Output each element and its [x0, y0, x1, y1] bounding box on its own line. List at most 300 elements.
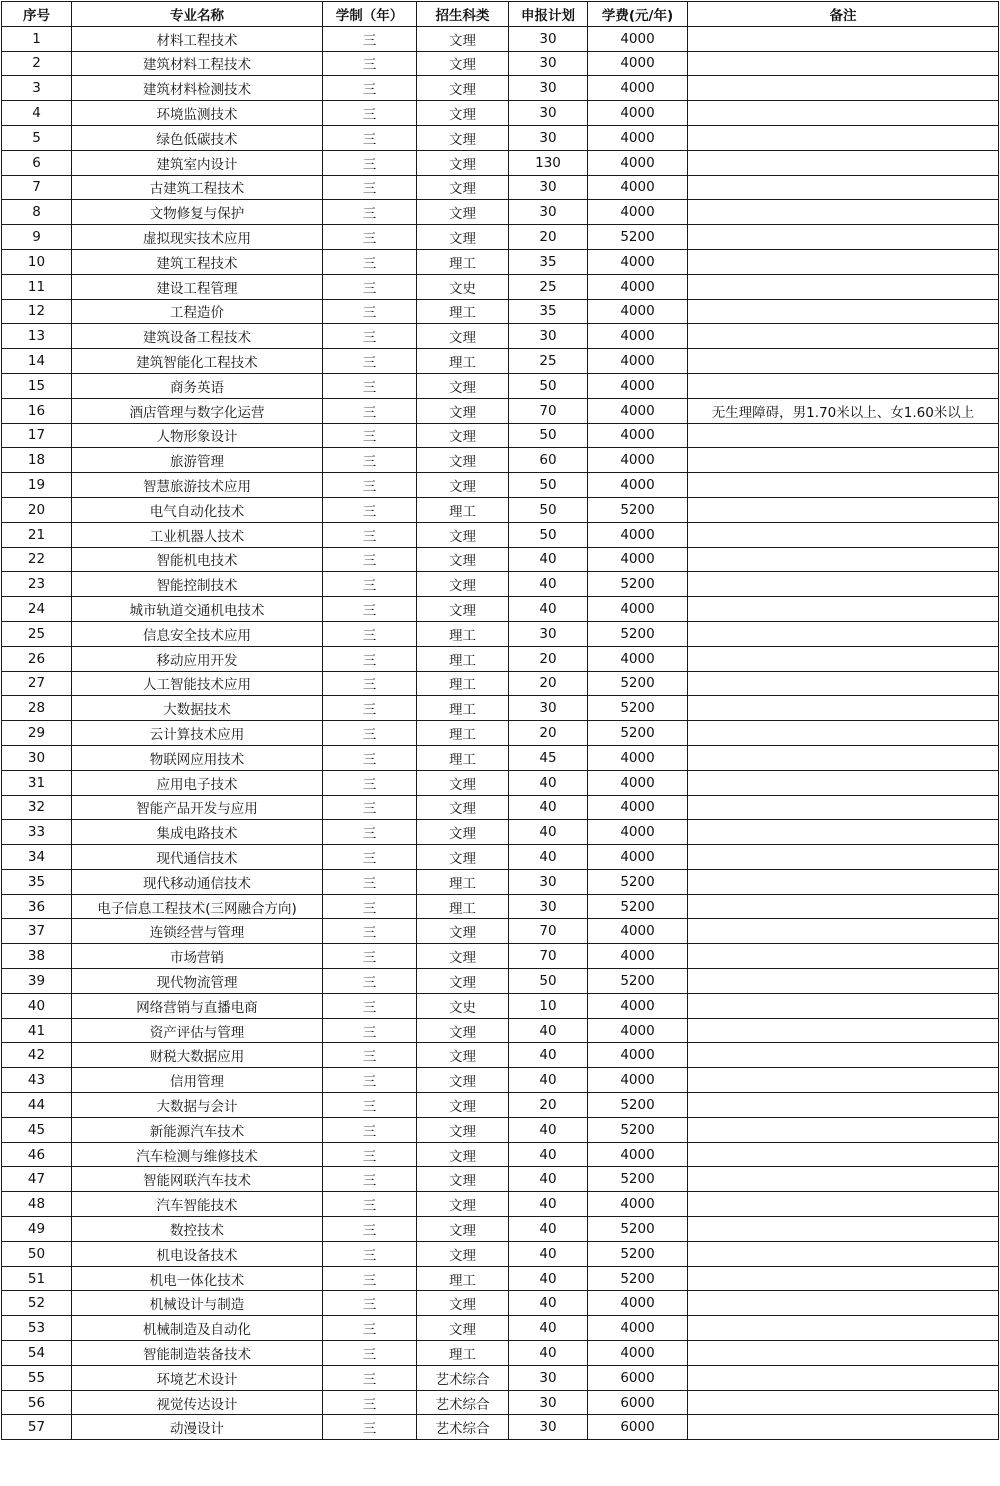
- cell-subject-category: 艺术综合: [417, 1415, 509, 1440]
- cell-planned-quota: 30: [509, 26, 588, 51]
- cell-planned-quota: 35: [509, 299, 588, 324]
- cell-index: 17: [2, 423, 72, 448]
- cell-remarks: [688, 869, 999, 894]
- table-row: [2, 1266, 999, 1291]
- table-row: [2, 423, 999, 448]
- cell-planned-quota: 40: [509, 845, 588, 870]
- cell-remarks: [688, 1415, 999, 1440]
- cell-major-name: 连锁经营与管理: [72, 919, 323, 944]
- cell-major-name: 大数据与会计: [72, 1093, 323, 1118]
- cell-remarks: [688, 324, 999, 349]
- cell-major-name: 现代通信技术: [72, 845, 323, 870]
- cell-duration: 三: [323, 919, 417, 944]
- cell-major-name: 建筑设备工程技术: [72, 324, 323, 349]
- cell-index: 44: [2, 1093, 72, 1118]
- header-index: 序号: [2, 2, 72, 27]
- cell-major-name: 智能制造装备技术: [72, 1341, 323, 1366]
- cell-planned-quota: 20: [509, 225, 588, 250]
- cell-tuition: 4000: [588, 76, 688, 101]
- cell-planned-quota: 30: [509, 869, 588, 894]
- cell-subject-category: 文理: [417, 1217, 509, 1242]
- cell-remarks: [688, 1217, 999, 1242]
- cell-index: 7: [2, 175, 72, 200]
- cell-subject-category: 理工: [417, 894, 509, 919]
- cell-duration: 三: [323, 597, 417, 622]
- cell-duration: 三: [323, 894, 417, 919]
- table-body: [2, 26, 999, 1439]
- cell-subject-category: 文理: [417, 572, 509, 597]
- cell-major-name: 新能源汽车技术: [72, 1117, 323, 1142]
- cell-planned-quota: 40: [509, 1043, 588, 1068]
- cell-index: 14: [2, 349, 72, 374]
- cell-index: 51: [2, 1266, 72, 1291]
- table-row: [2, 1217, 999, 1242]
- cell-index: 21: [2, 522, 72, 547]
- cell-major-name: 网络营销与直播电商: [72, 993, 323, 1018]
- cell-index: 23: [2, 572, 72, 597]
- cell-planned-quota: 40: [509, 770, 588, 795]
- cell-duration: 三: [323, 621, 417, 646]
- cell-duration: 三: [323, 398, 417, 423]
- cell-subject-category: 文理: [417, 448, 509, 473]
- cell-planned-quota: 20: [509, 721, 588, 746]
- cell-tuition: 4000: [588, 423, 688, 448]
- cell-major-name: 电气自动化技术: [72, 497, 323, 522]
- cell-subject-category: 文理: [417, 51, 509, 76]
- table-row: [2, 249, 999, 274]
- cell-subject-category: 文理: [417, 547, 509, 572]
- cell-index: 5: [2, 125, 72, 150]
- cell-planned-quota: 50: [509, 497, 588, 522]
- cell-index: 40: [2, 993, 72, 1018]
- cell-remarks: [688, 696, 999, 721]
- cell-subject-category: 文理: [417, 175, 509, 200]
- cell-tuition: 4000: [588, 150, 688, 175]
- cell-duration: 三: [323, 696, 417, 721]
- cell-index: 55: [2, 1365, 72, 1390]
- cell-index: 12: [2, 299, 72, 324]
- cell-tuition: 4000: [588, 1291, 688, 1316]
- cell-index: 49: [2, 1217, 72, 1242]
- cell-major-name: 商务英语: [72, 373, 323, 398]
- cell-planned-quota: 25: [509, 274, 588, 299]
- table-row: [2, 1390, 999, 1415]
- cell-remarks: [688, 1266, 999, 1291]
- table-row: [2, 497, 999, 522]
- cell-planned-quota: 30: [509, 621, 588, 646]
- cell-major-name: 环境监测技术: [72, 101, 323, 126]
- cell-major-name: 集成电路技术: [72, 820, 323, 845]
- cell-planned-quota: 30: [509, 1415, 588, 1440]
- cell-tuition: 6000: [588, 1365, 688, 1390]
- table-row: [2, 671, 999, 696]
- cell-planned-quota: 20: [509, 1093, 588, 1118]
- cell-planned-quota: 50: [509, 373, 588, 398]
- cell-duration: 三: [323, 1291, 417, 1316]
- cell-duration: 三: [323, 869, 417, 894]
- cell-index: 8: [2, 200, 72, 225]
- cell-remarks: [688, 1093, 999, 1118]
- cell-index: 4: [2, 101, 72, 126]
- cell-duration: 三: [323, 572, 417, 597]
- table-row: [2, 125, 999, 150]
- cell-subject-category: 文理: [417, 1167, 509, 1192]
- cell-remarks: [688, 473, 999, 498]
- cell-subject-category: 艺术综合: [417, 1390, 509, 1415]
- cell-planned-quota: 40: [509, 597, 588, 622]
- table-row: [2, 299, 999, 324]
- table-row: [2, 324, 999, 349]
- cell-subject-category: 文理: [417, 473, 509, 498]
- cell-remarks: [688, 671, 999, 696]
- table-row: [2, 1068, 999, 1093]
- cell-remarks: [688, 1167, 999, 1192]
- cell-tuition: 4000: [588, 597, 688, 622]
- cell-duration: 三: [323, 473, 417, 498]
- cell-duration: 三: [323, 1241, 417, 1266]
- cell-tuition: 5200: [588, 1167, 688, 1192]
- cell-major-name: 建筑室内设计: [72, 150, 323, 175]
- cell-tuition: 5200: [588, 1241, 688, 1266]
- cell-major-name: 建设工程管理: [72, 274, 323, 299]
- cell-subject-category: 理工: [417, 745, 509, 770]
- cell-major-name: 云计算技术应用: [72, 721, 323, 746]
- table-row: [2, 721, 999, 746]
- cell-subject-category: 文理: [417, 944, 509, 969]
- cell-major-name: 应用电子技术: [72, 770, 323, 795]
- cell-subject-category: 艺术综合: [417, 1365, 509, 1390]
- cell-major-name: 工程造价: [72, 299, 323, 324]
- cell-tuition: 5200: [588, 696, 688, 721]
- cell-duration: 三: [323, 1365, 417, 1390]
- table-row: [2, 919, 999, 944]
- table-row: [2, 845, 999, 870]
- cell-duration: 三: [323, 1217, 417, 1242]
- cell-planned-quota: 40: [509, 795, 588, 820]
- cell-index: 25: [2, 621, 72, 646]
- cell-planned-quota: 40: [509, 547, 588, 572]
- cell-remarks: [688, 423, 999, 448]
- cell-planned-quota: 130: [509, 150, 588, 175]
- table-row: [2, 373, 999, 398]
- cell-duration: 三: [323, 745, 417, 770]
- cell-subject-category: 文理: [417, 919, 509, 944]
- cell-major-name: 智能产品开发与应用: [72, 795, 323, 820]
- cell-tuition: 4000: [588, 448, 688, 473]
- cell-index: 16: [2, 398, 72, 423]
- cell-duration: 三: [323, 349, 417, 374]
- table-row: [2, 1117, 999, 1142]
- cell-duration: 三: [323, 1142, 417, 1167]
- cell-duration: 三: [323, 1117, 417, 1142]
- table-row: [2, 1018, 999, 1043]
- cell-remarks: [688, 522, 999, 547]
- cell-planned-quota: 40: [509, 1217, 588, 1242]
- cell-tuition: 4000: [588, 1316, 688, 1341]
- cell-tuition: 4000: [588, 373, 688, 398]
- cell-major-name: 建筑工程技术: [72, 249, 323, 274]
- table-row: [2, 1415, 999, 1440]
- table-row: [2, 869, 999, 894]
- cell-subject-category: 文理: [417, 1142, 509, 1167]
- cell-planned-quota: 25: [509, 349, 588, 374]
- cell-tuition: 4000: [588, 522, 688, 547]
- cell-planned-quota: 30: [509, 200, 588, 225]
- cell-major-name: 视觉传达设计: [72, 1390, 323, 1415]
- cell-duration: 三: [323, 721, 417, 746]
- cell-planned-quota: 70: [509, 398, 588, 423]
- cell-subject-category: 理工: [417, 721, 509, 746]
- cell-subject-category: 文理: [417, 522, 509, 547]
- cell-duration: 三: [323, 299, 417, 324]
- cell-remarks: [688, 1192, 999, 1217]
- cell-subject-category: 文理: [417, 969, 509, 994]
- cell-major-name: 电子信息工程技术(三网融合方向): [72, 894, 323, 919]
- cell-duration: 三: [323, 324, 417, 349]
- cell-remarks: [688, 249, 999, 274]
- table-row: [2, 547, 999, 572]
- cell-index: 48: [2, 1192, 72, 1217]
- cell-tuition: 4000: [588, 745, 688, 770]
- cell-duration: 三: [323, 1192, 417, 1217]
- cell-planned-quota: 30: [509, 324, 588, 349]
- cell-remarks: [688, 820, 999, 845]
- cell-remarks: [688, 225, 999, 250]
- cell-duration: 三: [323, 1167, 417, 1192]
- cell-remarks: [688, 621, 999, 646]
- cell-planned-quota: 40: [509, 572, 588, 597]
- cell-planned-quota: 40: [509, 1291, 588, 1316]
- cell-duration: 三: [323, 522, 417, 547]
- cell-major-name: 智慧旅游技术应用: [72, 473, 323, 498]
- table-row: [2, 51, 999, 76]
- cell-major-name: 动漫设计: [72, 1415, 323, 1440]
- cell-duration: 三: [323, 249, 417, 274]
- cell-tuition: 5200: [588, 497, 688, 522]
- cell-tuition: 4000: [588, 26, 688, 51]
- header-duration: 学制（年）: [323, 2, 417, 27]
- cell-remarks: [688, 175, 999, 200]
- table-row: [2, 448, 999, 473]
- cell-remarks: [688, 1341, 999, 1366]
- cell-subject-category: 文理: [417, 423, 509, 448]
- table-row: [2, 1043, 999, 1068]
- table-row: [2, 795, 999, 820]
- enrollment-table-container: [1, 1, 998, 1440]
- cell-remarks: [688, 51, 999, 76]
- cell-subject-category: 理工: [417, 869, 509, 894]
- cell-subject-category: 理工: [417, 696, 509, 721]
- cell-planned-quota: 30: [509, 125, 588, 150]
- cell-tuition: 4000: [588, 51, 688, 76]
- cell-duration: 三: [323, 770, 417, 795]
- cell-index: 10: [2, 249, 72, 274]
- cell-tuition: 4000: [588, 770, 688, 795]
- cell-index: 15: [2, 373, 72, 398]
- cell-major-name: 绿色低碳技术: [72, 125, 323, 150]
- cell-subject-category: 文理: [417, 225, 509, 250]
- cell-index: 3: [2, 76, 72, 101]
- cell-planned-quota: 40: [509, 1117, 588, 1142]
- cell-tuition: 4000: [588, 795, 688, 820]
- header-planned-quota: 申报计划: [509, 2, 588, 27]
- table-row: [2, 1142, 999, 1167]
- table-row: [2, 150, 999, 175]
- cell-remarks: [688, 993, 999, 1018]
- cell-remarks: [688, 894, 999, 919]
- cell-index: 35: [2, 869, 72, 894]
- cell-index: 9: [2, 225, 72, 250]
- cell-duration: 三: [323, 547, 417, 572]
- cell-tuition: 4000: [588, 398, 688, 423]
- cell-subject-category: 理工: [417, 1266, 509, 1291]
- cell-index: 24: [2, 597, 72, 622]
- cell-planned-quota: 40: [509, 1167, 588, 1192]
- cell-index: 45: [2, 1117, 72, 1142]
- cell-index: 43: [2, 1068, 72, 1093]
- cell-tuition: 4000: [588, 993, 688, 1018]
- enrollment-plan-table: [1, 1, 999, 1440]
- cell-tuition: 6000: [588, 1415, 688, 1440]
- cell-tuition: 4000: [588, 1142, 688, 1167]
- cell-subject-category: 理工: [417, 621, 509, 646]
- cell-index: 47: [2, 1167, 72, 1192]
- cell-major-name: 汽车智能技术: [72, 1192, 323, 1217]
- cell-remarks: [688, 150, 999, 175]
- cell-tuition: 5200: [588, 621, 688, 646]
- cell-duration: 三: [323, 1415, 417, 1440]
- cell-index: 33: [2, 820, 72, 845]
- cell-major-name: 人工智能技术应用: [72, 671, 323, 696]
- cell-duration: 三: [323, 373, 417, 398]
- cell-duration: 三: [323, 150, 417, 175]
- cell-tuition: 4000: [588, 249, 688, 274]
- table-row: [2, 621, 999, 646]
- cell-major-name: 现代物流管理: [72, 969, 323, 994]
- cell-index: 32: [2, 795, 72, 820]
- cell-subject-category: 文理: [417, 845, 509, 870]
- cell-planned-quota: 30: [509, 894, 588, 919]
- cell-subject-category: 文理: [417, 1068, 509, 1093]
- cell-index: 22: [2, 547, 72, 572]
- cell-major-name: 数控技术: [72, 1217, 323, 1242]
- cell-subject-category: 文理: [417, 1093, 509, 1118]
- cell-subject-category: 文理: [417, 1043, 509, 1068]
- cell-tuition: 4000: [588, 1192, 688, 1217]
- header-subject-category: 招生科类: [417, 2, 509, 27]
- cell-index: 46: [2, 1142, 72, 1167]
- header-tuition: 学费(元/年): [588, 2, 688, 27]
- cell-major-name: 现代移动通信技术: [72, 869, 323, 894]
- cell-subject-category: 文史: [417, 993, 509, 1018]
- cell-tuition: 5200: [588, 969, 688, 994]
- cell-subject-category: 理工: [417, 1341, 509, 1366]
- cell-index: 50: [2, 1241, 72, 1266]
- cell-duration: 三: [323, 448, 417, 473]
- cell-duration: 三: [323, 1316, 417, 1341]
- cell-planned-quota: 50: [509, 423, 588, 448]
- cell-index: 53: [2, 1316, 72, 1341]
- cell-planned-quota: 30: [509, 101, 588, 126]
- cell-major-name: 汽车检测与维修技术: [72, 1142, 323, 1167]
- cell-planned-quota: 30: [509, 696, 588, 721]
- cell-remarks: [688, 770, 999, 795]
- header-major-name: 专业名称: [72, 2, 323, 27]
- table-row: [2, 274, 999, 299]
- cell-planned-quota: 45: [509, 745, 588, 770]
- cell-index: 1: [2, 26, 72, 51]
- table-row: [2, 993, 999, 1018]
- cell-index: 54: [2, 1341, 72, 1366]
- cell-duration: 三: [323, 497, 417, 522]
- cell-subject-category: 文史: [417, 274, 509, 299]
- cell-subject-category: 理工: [417, 349, 509, 374]
- cell-planned-quota: 10: [509, 993, 588, 1018]
- cell-remarks: [688, 572, 999, 597]
- cell-subject-category: 理工: [417, 249, 509, 274]
- table-row: [2, 597, 999, 622]
- cell-tuition: 5200: [588, 1093, 688, 1118]
- cell-tuition: 6000: [588, 1390, 688, 1415]
- cell-tuition: 5200: [588, 572, 688, 597]
- cell-remarks: [688, 1365, 999, 1390]
- cell-major-name: 智能控制技术: [72, 572, 323, 597]
- cell-index: 11: [2, 274, 72, 299]
- cell-duration: 三: [323, 944, 417, 969]
- cell-remarks: [688, 1241, 999, 1266]
- cell-tuition: 5200: [588, 869, 688, 894]
- cell-planned-quota: 40: [509, 1316, 588, 1341]
- cell-subject-category: 文理: [417, 125, 509, 150]
- cell-remarks: [688, 76, 999, 101]
- cell-index: 2: [2, 51, 72, 76]
- table-row: [2, 696, 999, 721]
- cell-major-name: 智能网联汽车技术: [72, 1167, 323, 1192]
- cell-remarks: [688, 721, 999, 746]
- cell-remarks: [688, 1316, 999, 1341]
- cell-subject-category: 理工: [417, 671, 509, 696]
- cell-remarks: [688, 1390, 999, 1415]
- cell-duration: 三: [323, 225, 417, 250]
- cell-major-name: 财税大数据应用: [72, 1043, 323, 1068]
- cell-index: 41: [2, 1018, 72, 1043]
- cell-remarks: [688, 969, 999, 994]
- cell-major-name: 虚拟现实技术应用: [72, 225, 323, 250]
- cell-planned-quota: 50: [509, 969, 588, 994]
- cell-planned-quota: 40: [509, 1142, 588, 1167]
- cell-planned-quota: 20: [509, 671, 588, 696]
- cell-index: 34: [2, 845, 72, 870]
- cell-duration: 三: [323, 646, 417, 671]
- table-row: [2, 175, 999, 200]
- cell-index: 52: [2, 1291, 72, 1316]
- cell-remarks: [688, 101, 999, 126]
- cell-major-name: 建筑智能化工程技术: [72, 349, 323, 374]
- cell-remarks: [688, 646, 999, 671]
- cell-remarks: [688, 1142, 999, 1167]
- cell-planned-quota: 40: [509, 1266, 588, 1291]
- cell-major-name: 市场营销: [72, 944, 323, 969]
- header-remarks: 备注: [688, 2, 999, 27]
- cell-tuition: 4000: [588, 274, 688, 299]
- cell-major-name: 城市轨道交通机电技术: [72, 597, 323, 622]
- cell-remarks: [688, 1117, 999, 1142]
- cell-remarks: [688, 1068, 999, 1093]
- cell-subject-category: 文理: [417, 820, 509, 845]
- cell-subject-category: 文理: [417, 26, 509, 51]
- cell-duration: 三: [323, 820, 417, 845]
- cell-tuition: 4000: [588, 1043, 688, 1068]
